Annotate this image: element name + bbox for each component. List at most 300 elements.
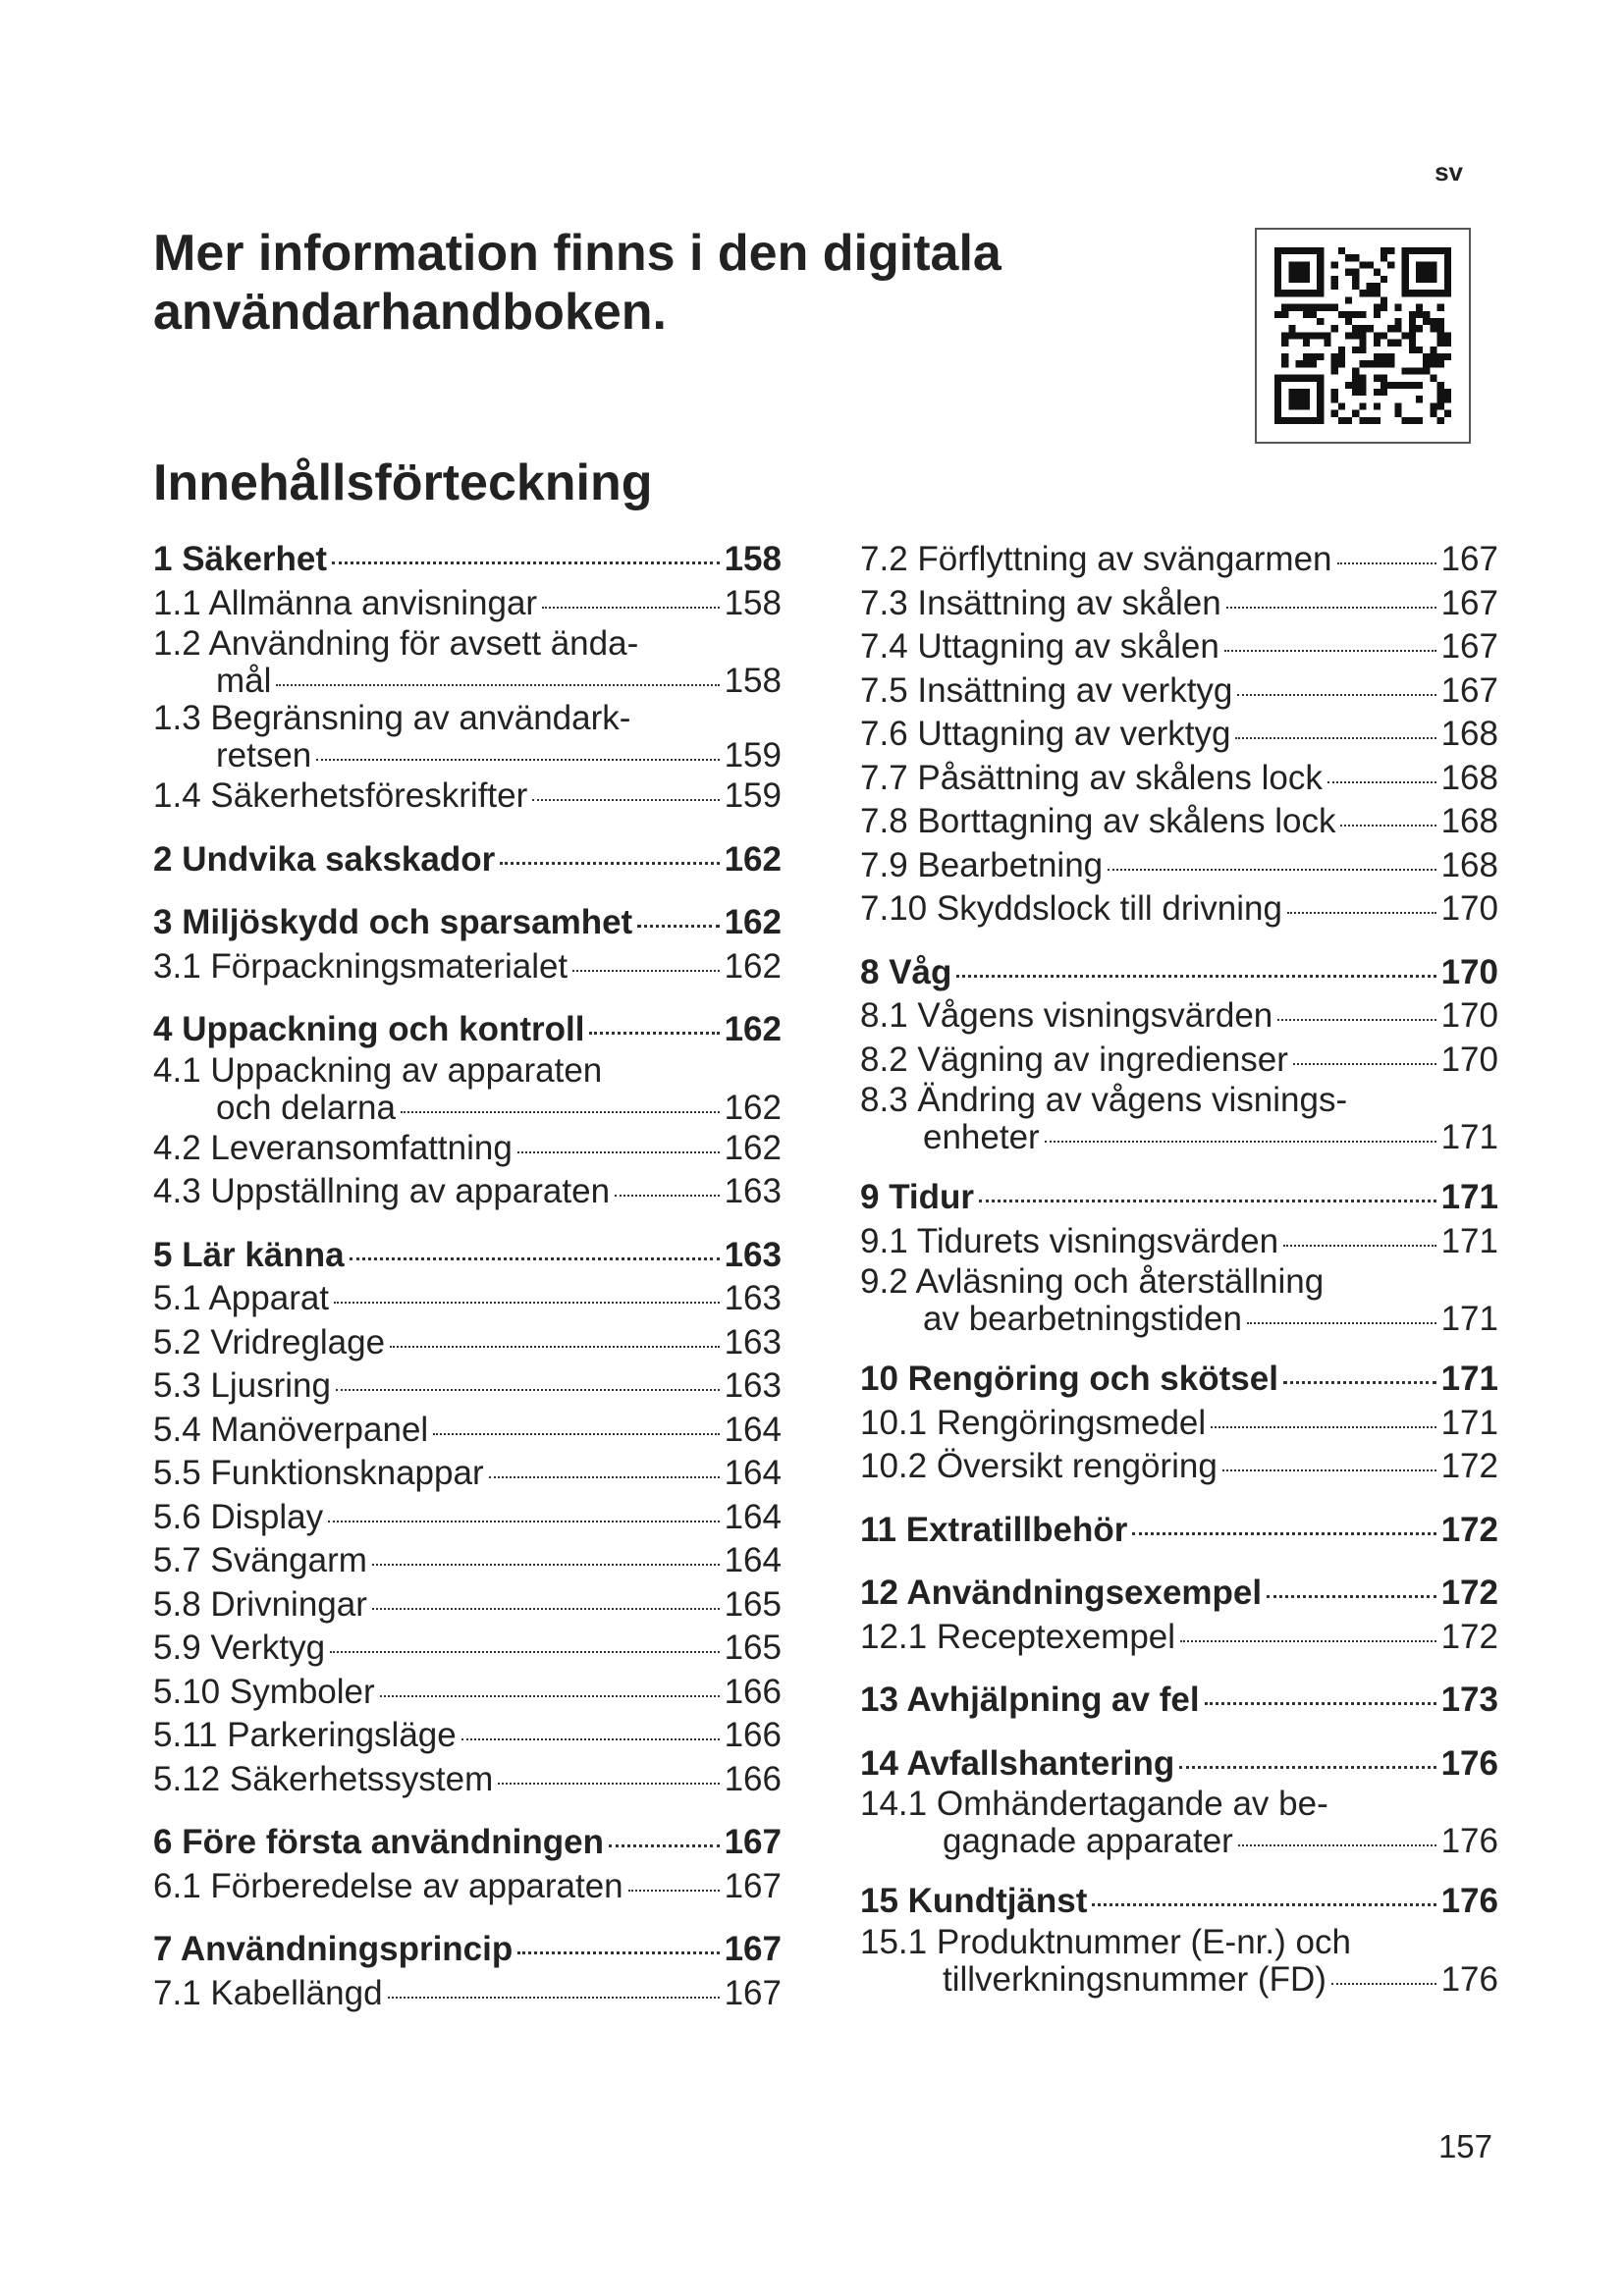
dot-leader bbox=[316, 755, 719, 761]
toc-section bbox=[860, 1176, 1498, 1338]
toc-entry-line1: 8.3 Ändring av vågens visnings- bbox=[860, 1081, 1348, 1119]
toc-entry[interactable] bbox=[860, 1924, 1498, 1999]
qr-module bbox=[1345, 318, 1352, 325]
toc-entry[interactable] bbox=[153, 1671, 782, 1715]
qr-module bbox=[1310, 311, 1317, 318]
dot-leader bbox=[1277, 1015, 1435, 1021]
toc-entry[interactable] bbox=[860, 625, 1498, 669]
qr-module bbox=[1444, 410, 1451, 417]
toc-entry-label: 5.4 Manöverpanel bbox=[153, 1410, 429, 1449]
toc-entry[interactable] bbox=[153, 1127, 782, 1171]
toc-entry-continuation-page: 176 bbox=[1440, 1959, 1498, 1999]
toc-section bbox=[153, 901, 782, 988]
toc-chapter-entry[interactable] bbox=[153, 1821, 782, 1865]
qr-code-icon[interactable] bbox=[1255, 228, 1471, 444]
dot-leader bbox=[1327, 777, 1436, 783]
dot-leader bbox=[1045, 1137, 1436, 1143]
toc-entry[interactable] bbox=[860, 582, 1498, 626]
toc-chapter-entry[interactable] bbox=[860, 951, 1498, 995]
qr-module bbox=[1359, 340, 1366, 347]
toc-entry-page: 163 bbox=[724, 1279, 782, 1317]
qr-module bbox=[1352, 269, 1359, 276]
qr-module bbox=[1288, 325, 1295, 332]
qr-module bbox=[1281, 353, 1288, 360]
dot-leader bbox=[956, 971, 1435, 978]
qr-module bbox=[1387, 353, 1394, 360]
qr-module bbox=[1352, 311, 1359, 318]
qr-module bbox=[1380, 254, 1387, 261]
qr-module bbox=[1367, 290, 1374, 296]
toc-entry[interactable] bbox=[153, 1865, 782, 1909]
toc-chapter-entry-page: 171 bbox=[1440, 1360, 1498, 1398]
qr-module bbox=[1394, 340, 1401, 347]
toc-entry-label: 10.2 Översikt rengöring bbox=[860, 1447, 1218, 1485]
toc-section bbox=[153, 1928, 782, 2015]
toc-entry[interactable] bbox=[153, 1277, 782, 1321]
toc-entry[interactable] bbox=[153, 1758, 782, 1802]
toc-entry-continuation-page: 162 bbox=[724, 1088, 782, 1127]
dot-leader bbox=[1224, 646, 1436, 652]
toc-entry-label: 5.5 Funktionsknappar bbox=[153, 1454, 484, 1492]
dot-leader bbox=[489, 1472, 720, 1478]
toc-entry[interactable] bbox=[860, 887, 1498, 932]
toc-chapter-entry-page: 167 bbox=[724, 1823, 782, 1861]
dot-leader bbox=[628, 1886, 720, 1892]
qr-module bbox=[1338, 402, 1345, 409]
toc-entry[interactable] bbox=[860, 1616, 1498, 1660]
qr-module bbox=[1303, 332, 1310, 339]
toc-right-column bbox=[860, 538, 1498, 2018]
dot-leader bbox=[1180, 1636, 1436, 1642]
qr-module bbox=[1331, 304, 1338, 311]
toc-section bbox=[860, 538, 1498, 932]
qr-module bbox=[1310, 332, 1317, 339]
qr-module bbox=[1367, 417, 1374, 424]
toc-entry-continuation-label: retsen bbox=[216, 736, 312, 774]
qr-module bbox=[1380, 360, 1387, 367]
dot-leader bbox=[390, 1342, 720, 1348]
toc-entry[interactable] bbox=[860, 1786, 1498, 1860]
dot-leader bbox=[498, 1779, 719, 1785]
qr-module bbox=[1409, 382, 1416, 389]
toc-chapter-entry-page: 172 bbox=[1440, 1510, 1498, 1549]
toc-entry-label: 1.4 Säkerhetsföreskrifter bbox=[153, 776, 528, 815]
toc-entry[interactable] bbox=[153, 1539, 782, 1583]
toc-entry-line1: 4.1 Uppackning av apparaten bbox=[153, 1050, 603, 1090]
toc-entry-label: 7.7 Påsättning av skålens lock bbox=[860, 758, 1323, 797]
qr-module bbox=[1359, 389, 1366, 396]
qr-module bbox=[1416, 396, 1423, 402]
qr-module bbox=[1310, 360, 1317, 367]
toc-entry[interactable] bbox=[153, 700, 782, 774]
toc-chapter-entry-label: 4 Uppackning och kontroll bbox=[153, 1010, 585, 1048]
toc-entry-label: 5.3 Ljusring bbox=[153, 1366, 331, 1405]
qr-module bbox=[1331, 325, 1338, 332]
toc-entry[interactable] bbox=[860, 1039, 1498, 1083]
qr-module bbox=[1281, 311, 1288, 318]
dot-leader bbox=[979, 1196, 1436, 1202]
toc-entry[interactable] bbox=[860, 1445, 1498, 1489]
toc-chapter-entry[interactable] bbox=[860, 1572, 1498, 1616]
qr-module bbox=[1437, 382, 1444, 389]
toc-chapter-entry[interactable] bbox=[860, 1358, 1498, 1402]
qr-module bbox=[1367, 283, 1374, 290]
qr-module bbox=[1416, 367, 1423, 374]
toc-chapter-entry[interactable] bbox=[153, 838, 782, 882]
dot-leader bbox=[350, 1254, 720, 1260]
toc-chapter-entry-page: 158 bbox=[724, 540, 782, 578]
toc-entry[interactable] bbox=[153, 1170, 782, 1214]
qr-module bbox=[1359, 402, 1366, 409]
toc-entry-page: 164 bbox=[724, 1497, 782, 1536]
toc-entry[interactable] bbox=[153, 774, 782, 819]
toc-entry[interactable] bbox=[860, 757, 1498, 801]
toc-entry-page: 168 bbox=[1440, 845, 1498, 884]
qr-module bbox=[1288, 332, 1295, 339]
qr-module bbox=[1352, 283, 1359, 290]
toc-entry-label: 3.1 Förpackningsmaterialet bbox=[153, 946, 568, 986]
qr-module bbox=[1374, 417, 1380, 424]
toc-chapter-entry[interactable] bbox=[153, 1928, 782, 1972]
dot-leader bbox=[328, 1517, 719, 1522]
toc-chapter-entry-page: 173 bbox=[1440, 1681, 1498, 1719]
qr-module bbox=[1281, 332, 1288, 339]
toc-entry-label: 7.6 Uttagning av verktyg bbox=[860, 715, 1231, 753]
toc-entry-label: 4.2 Leveransomfattning bbox=[153, 1128, 513, 1167]
toc-entry[interactable] bbox=[153, 945, 782, 989]
toc-chapter-entry[interactable] bbox=[153, 1234, 782, 1278]
toc-chapter-entry[interactable] bbox=[860, 1509, 1498, 1553]
toc-entry-page: 164 bbox=[724, 1541, 782, 1579]
dot-leader bbox=[1283, 1377, 1436, 1384]
toc-entry[interactable] bbox=[153, 1583, 782, 1628]
toc-entry-continuation-label: mål bbox=[216, 662, 272, 700]
toc-entry[interactable] bbox=[860, 800, 1498, 844]
toc-entry-page: 163 bbox=[724, 1172, 782, 1210]
qr-module bbox=[1416, 325, 1423, 332]
toc-entry[interactable] bbox=[153, 1409, 782, 1453]
qr-module bbox=[1444, 353, 1451, 360]
qr-module bbox=[1409, 318, 1416, 325]
toc-entry-page: 166 bbox=[724, 1672, 782, 1711]
dot-leader bbox=[1108, 865, 1435, 871]
toc-entry-page: 167 bbox=[724, 1973, 782, 2012]
qr-module bbox=[1288, 304, 1295, 311]
qr-module bbox=[1331, 360, 1338, 367]
toc-entry-page: 165 bbox=[724, 1584, 782, 1624]
toc-chapter-entry-page: 172 bbox=[1440, 1574, 1498, 1612]
toc-entry-label: 9.1 Tidurets visningsvärden bbox=[860, 1221, 1279, 1260]
qr-module bbox=[1331, 276, 1338, 283]
toc-entry[interactable] bbox=[153, 625, 782, 700]
toc-entry-page: 168 bbox=[1440, 715, 1498, 753]
dot-leader bbox=[517, 1148, 720, 1153]
qr-module bbox=[1437, 417, 1444, 424]
toc-entry-line1: 9.2 Avläsning och återställning bbox=[860, 1262, 1325, 1301]
toc-entry[interactable] bbox=[153, 1714, 782, 1758]
qr-module bbox=[1380, 375, 1387, 382]
qr-module bbox=[1324, 332, 1330, 339]
qr-module bbox=[1352, 254, 1359, 261]
qr-module bbox=[1423, 311, 1430, 318]
qr-module bbox=[1374, 269, 1380, 276]
dot-leader bbox=[1132, 1528, 1435, 1535]
qr-module bbox=[1437, 325, 1444, 332]
qr-module bbox=[1374, 311, 1380, 318]
toc-entry-page: 158 bbox=[724, 583, 782, 622]
toc-title: Innehållsförteckning bbox=[153, 454, 653, 511]
qr-module bbox=[1274, 311, 1281, 318]
dot-leader bbox=[589, 1028, 719, 1035]
qr-module bbox=[1387, 325, 1394, 332]
dot-leader bbox=[1179, 1762, 1435, 1769]
toc-entry[interactable] bbox=[153, 1364, 782, 1409]
qr-module bbox=[1430, 360, 1436, 367]
toc-chapter-entry-label: 12 Användningsexempel bbox=[860, 1574, 1263, 1612]
dot-leader bbox=[1235, 733, 1435, 739]
qr-module bbox=[1387, 261, 1394, 268]
dot-leader bbox=[1337, 559, 1436, 564]
toc-entry[interactable] bbox=[153, 1452, 782, 1496]
qr-module bbox=[1409, 311, 1416, 318]
qr-module bbox=[1416, 347, 1423, 353]
qr-module bbox=[1296, 304, 1303, 311]
qr-module bbox=[1374, 290, 1380, 296]
qr-module bbox=[1437, 332, 1444, 339]
qr-module bbox=[1394, 402, 1401, 409]
toc-entry-continuation-label: gagnade apparater bbox=[943, 1822, 1233, 1860]
toc-entry[interactable] bbox=[153, 1627, 782, 1671]
toc-entry-label: 6.1 Förberedelse av apparaten bbox=[153, 1866, 623, 1905]
qr-module bbox=[1338, 417, 1345, 424]
toc-entry[interactable] bbox=[860, 1220, 1498, 1264]
toc-entry-page: 170 bbox=[1440, 889, 1498, 928]
qr-module bbox=[1352, 382, 1359, 389]
toc-left-column bbox=[153, 538, 782, 2035]
dot-leader bbox=[637, 921, 719, 928]
toc-chapter-entry-label: 7 Användningsprincip bbox=[153, 1930, 514, 1968]
qr-module bbox=[1444, 332, 1451, 339]
qr-module bbox=[1331, 410, 1338, 417]
toc-entry-label: 7.9 Bearbetning bbox=[860, 845, 1104, 884]
toc-chapter-entry[interactable] bbox=[153, 538, 782, 582]
toc-entry-label: 7.8 Borttagning av skålens lock bbox=[860, 802, 1336, 840]
toc-entry[interactable] bbox=[860, 1082, 1498, 1156]
qr-module bbox=[1281, 340, 1288, 347]
qr-module bbox=[1430, 353, 1436, 360]
toc-chapter-entry-label: 8 Våg bbox=[860, 952, 952, 991]
qr-module bbox=[1352, 410, 1359, 417]
qr-module bbox=[1374, 340, 1380, 347]
qr-module bbox=[1345, 382, 1352, 389]
qr-module bbox=[1380, 247, 1387, 254]
qr-module bbox=[1437, 304, 1444, 311]
toc-chapter-entry[interactable] bbox=[860, 1742, 1498, 1787]
toc-entry-continuation-label: av bearbetningstiden bbox=[923, 1300, 1242, 1338]
qr-module bbox=[1310, 304, 1317, 311]
qr-module bbox=[1430, 347, 1436, 353]
toc-chapter-entry-label: 14 Avfallshantering bbox=[860, 1743, 1175, 1783]
toc-entry-label: 1.1 Allmänna anvisningar bbox=[153, 583, 538, 622]
toc-entry-continuation[interactable] bbox=[860, 1301, 1498, 1338]
toc-entry[interactable] bbox=[153, 1321, 782, 1365]
toc-entry-continuation[interactable] bbox=[860, 1823, 1498, 1860]
toc-entry-label: 7.1 Kabellängd bbox=[153, 1973, 383, 2012]
qr-module bbox=[1374, 402, 1380, 409]
toc-entry-page: 164 bbox=[724, 1410, 782, 1449]
toc-chapter-entry[interactable] bbox=[153, 1008, 782, 1052]
toc-entry-label: 5.6 Display bbox=[153, 1497, 324, 1536]
toc-entry-continuation-label: tillverkningsnummer (FD) bbox=[943, 1959, 1326, 1999]
toc-entry-continuation[interactable] bbox=[153, 663, 782, 700]
qr-module bbox=[1416, 417, 1423, 424]
dot-leader bbox=[1340, 821, 1435, 827]
toc-entry[interactable] bbox=[860, 1263, 1498, 1338]
dot-leader bbox=[461, 1735, 720, 1740]
qr-module bbox=[1437, 318, 1444, 325]
qr-module bbox=[1374, 304, 1380, 311]
qr-module bbox=[1402, 367, 1409, 374]
toc-entry-continuation[interactable] bbox=[860, 1961, 1498, 1999]
dot-leader bbox=[276, 680, 719, 686]
toc-entry[interactable] bbox=[860, 994, 1498, 1039]
qr-module bbox=[1409, 367, 1416, 374]
toc-entry[interactable] bbox=[860, 844, 1498, 888]
toc-entry-page: 162 bbox=[724, 946, 782, 986]
qr-module bbox=[1338, 347, 1345, 353]
toc-chapter-entry[interactable] bbox=[860, 1176, 1498, 1220]
dot-leader bbox=[332, 558, 720, 564]
qr-module bbox=[1345, 417, 1352, 424]
toc-entry-continuation[interactable] bbox=[860, 1119, 1498, 1156]
qr-module bbox=[1374, 353, 1380, 360]
qr-module bbox=[1359, 347, 1366, 353]
qr-module bbox=[1437, 402, 1444, 409]
toc-entry-line1: 14.1 Omhändertagande av be- bbox=[860, 1785, 1328, 1823]
dot-leader bbox=[372, 1604, 720, 1610]
toc-chapter-entry[interactable] bbox=[860, 1679, 1498, 1723]
qr-module bbox=[1380, 382, 1387, 389]
toc-entry-continuation-page: 171 bbox=[1440, 1300, 1498, 1338]
qr-module bbox=[1423, 353, 1430, 360]
qr-module bbox=[1380, 389, 1387, 396]
qr-module bbox=[1387, 247, 1394, 254]
qr-module bbox=[1409, 417, 1416, 424]
toc-entry-line1: 1.2 Användning för avsett ända- bbox=[153, 624, 639, 663]
qr-module bbox=[1345, 332, 1352, 339]
toc-entry[interactable] bbox=[860, 538, 1498, 582]
qr-module bbox=[1359, 325, 1366, 332]
qr-module bbox=[1437, 389, 1444, 396]
toc-chapter-entry-page: 163 bbox=[724, 1235, 782, 1274]
qr-module bbox=[1345, 311, 1352, 318]
qr-module bbox=[1394, 382, 1401, 389]
qr-module bbox=[1409, 332, 1416, 339]
qr-module bbox=[1345, 269, 1352, 276]
toc-entry-page: 172 bbox=[1440, 1447, 1498, 1485]
toc-chapter-entry-label: 3 Miljöskydd och sparsamhet bbox=[153, 903, 633, 941]
toc-chapter-entry-page: 167 bbox=[724, 1930, 782, 1968]
qr-module bbox=[1387, 382, 1394, 389]
toc-entry-page: 167 bbox=[1440, 670, 1498, 710]
toc-entry[interactable] bbox=[860, 713, 1498, 757]
qr-module bbox=[1359, 332, 1366, 339]
toc-entry[interactable] bbox=[860, 1402, 1498, 1446]
qr-module bbox=[1317, 332, 1324, 339]
toc-entry[interactable] bbox=[153, 1496, 782, 1540]
toc-chapter-entry-page: 170 bbox=[1440, 952, 1498, 991]
qr-module bbox=[1317, 304, 1324, 311]
toc-entry-continuation[interactable] bbox=[153, 1090, 782, 1127]
qr-module bbox=[1380, 296, 1387, 303]
toc-chapter-entry-label: 5 Lär känna bbox=[153, 1235, 345, 1274]
qr-module bbox=[1359, 261, 1366, 268]
qr-module bbox=[1324, 304, 1330, 311]
qr-module bbox=[1437, 396, 1444, 402]
qr-module bbox=[1338, 353, 1345, 360]
toc-entry[interactable] bbox=[153, 582, 782, 626]
toc-entry-continuation[interactable] bbox=[153, 737, 782, 774]
toc-chapter-entry-label: 13 Avhjälpning av fel bbox=[860, 1681, 1200, 1719]
qr-module bbox=[1288, 389, 1310, 410]
qr-module bbox=[1331, 396, 1338, 402]
toc-entry[interactable] bbox=[153, 1052, 782, 1127]
toc-section bbox=[860, 1572, 1498, 1659]
qr-module bbox=[1380, 304, 1387, 311]
toc-entry-label: 5.9 Verktyg bbox=[153, 1629, 326, 1667]
toc-chapter-entry[interactable] bbox=[860, 1880, 1498, 1924]
qr-module bbox=[1367, 261, 1374, 268]
dot-leader bbox=[1211, 1422, 1435, 1428]
qr-module bbox=[1444, 396, 1451, 402]
qr-module bbox=[1359, 360, 1366, 367]
toc-entry-page: 164 bbox=[724, 1454, 782, 1492]
qr-module bbox=[1374, 375, 1380, 382]
qr-module bbox=[1352, 332, 1359, 339]
page-number: 157 bbox=[1437, 2128, 1492, 2164]
toc-entry-label: 8.2 Vägning av ingredienser bbox=[860, 1040, 1288, 1079]
toc-entry-label: 5.10 Symboler bbox=[153, 1672, 375, 1711]
dot-leader bbox=[1267, 1591, 1435, 1598]
qr-module bbox=[1352, 276, 1359, 283]
qr-module bbox=[1352, 375, 1359, 382]
toc-entry-page: 171 bbox=[1440, 1403, 1498, 1442]
dot-leader bbox=[1287, 908, 1436, 914]
dot-leader bbox=[517, 1948, 719, 1954]
toc-chapter-entry-page: 162 bbox=[724, 839, 782, 879]
toc-chapter-entry[interactable] bbox=[153, 901, 782, 945]
toc-entry-continuation-page: 171 bbox=[1440, 1118, 1498, 1156]
toc-entry-page: 170 bbox=[1440, 996, 1498, 1035]
toc-entry[interactable] bbox=[860, 669, 1498, 714]
toc-entry-page: 159 bbox=[724, 776, 782, 815]
toc-chapter-entry-page: 162 bbox=[724, 903, 782, 941]
qr-module bbox=[1444, 340, 1451, 347]
toc-entry-page: 167 bbox=[1440, 540, 1498, 578]
toc-chapter-entry-label: 2 Undvika sakskador bbox=[153, 839, 496, 879]
toc-entry-page: 170 bbox=[1440, 1040, 1498, 1079]
toc-entry-page: 167 bbox=[1440, 627, 1498, 666]
qr-module bbox=[1331, 367, 1338, 374]
toc-entry-page: 163 bbox=[724, 1366, 782, 1405]
qr-module bbox=[1430, 375, 1436, 382]
qr-module bbox=[1394, 325, 1401, 332]
dot-leader bbox=[542, 603, 720, 609]
toc-section bbox=[153, 1008, 782, 1214]
qr-module bbox=[1416, 311, 1423, 318]
toc-entry[interactable] bbox=[153, 1972, 782, 2016]
toc-entry-page: 166 bbox=[724, 1759, 782, 1798]
